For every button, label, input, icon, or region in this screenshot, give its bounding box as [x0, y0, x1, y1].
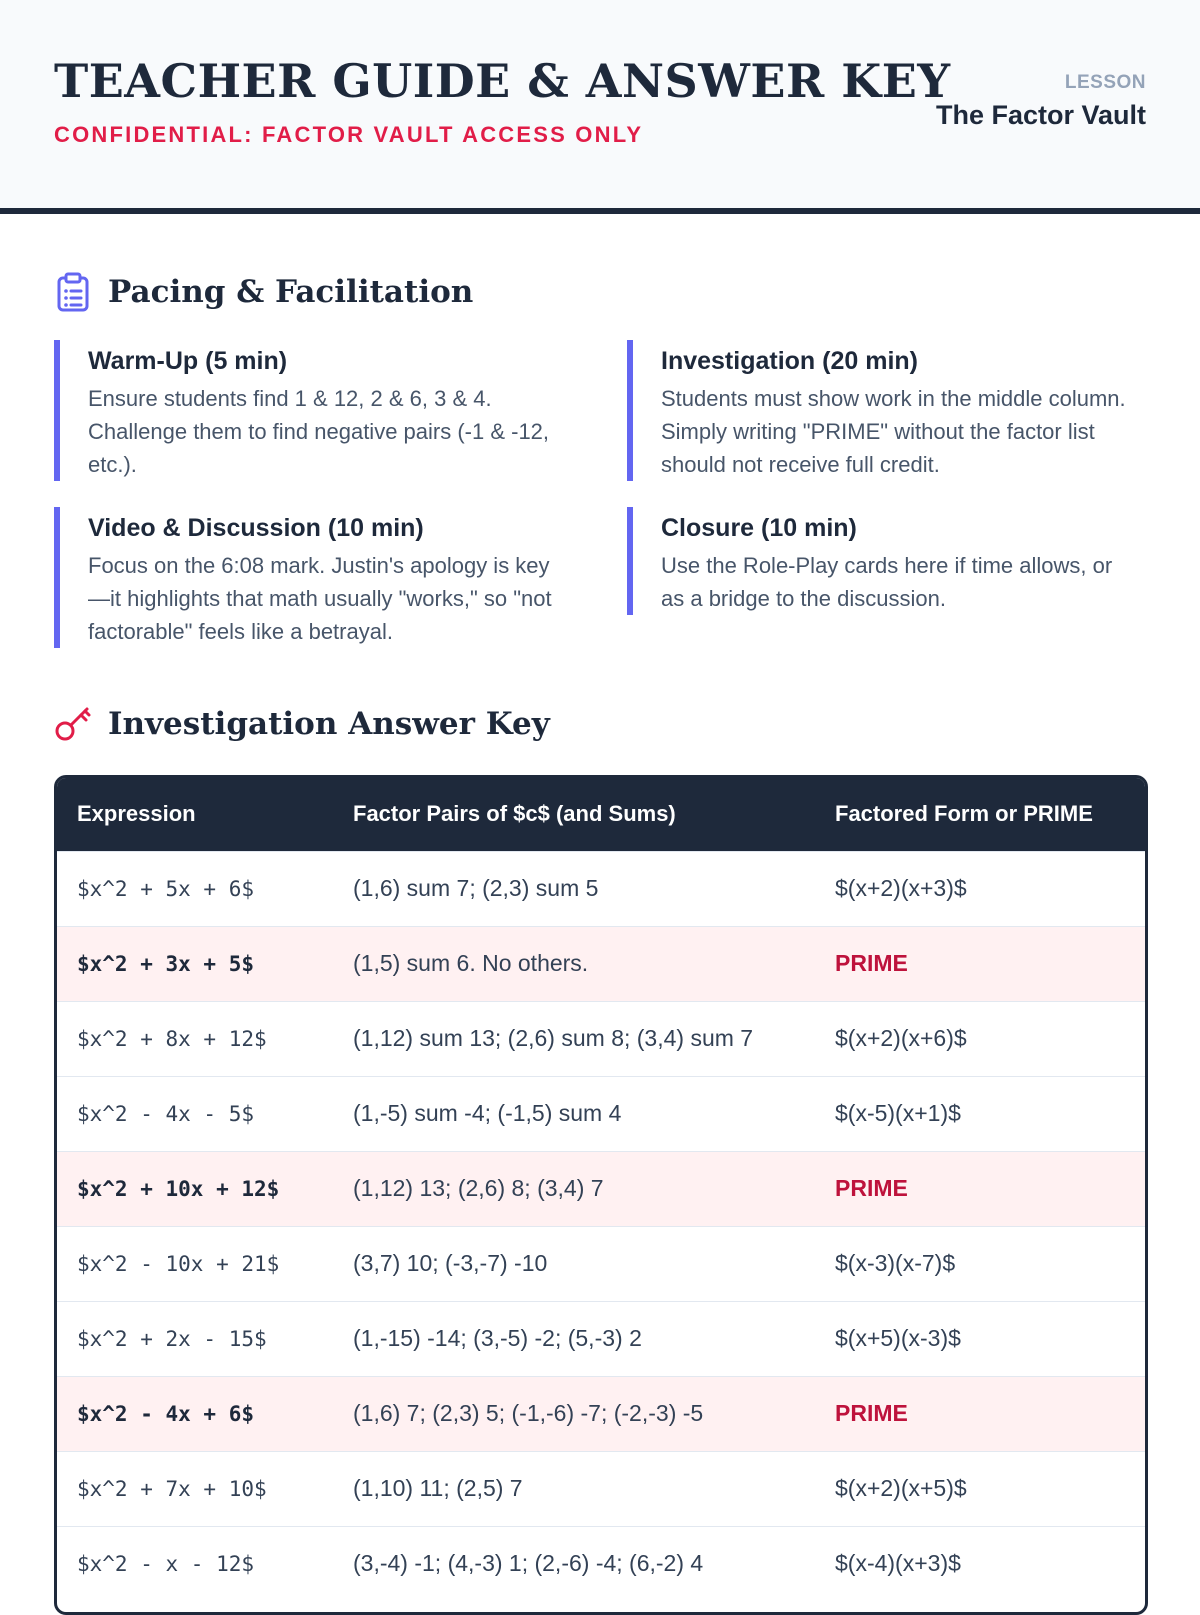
- factor-pairs-cell: (1,12) sum 13; (2,6) sum 8; (3,4) sum 7: [353, 1025, 754, 1051]
- expression-cell: $x^2 + 8x + 12$: [77, 1026, 267, 1051]
- factored-form-cell: $(x-5)(x+1)$: [835, 1100, 961, 1126]
- lesson-name: The Factor Vault: [935, 100, 1146, 130]
- column-header-factor-pairs: Factor Pairs of $c$ (and Sums): [353, 801, 676, 827]
- factor-pairs-cell: (1,6) sum 7; (2,3) sum 5: [353, 875, 599, 901]
- factor-pairs-cell: (3,7) 10; (-3,-7) -10: [353, 1250, 548, 1276]
- pacing-card-title: Investigation (20 min): [661, 347, 918, 375]
- table-row: [57, 1301, 1145, 1376]
- answer-key-heading: [54, 702, 550, 746]
- factor-pairs-cell: (1,6) 7; (2,3) 5; (-1,-6) -7; (-2,-3) -5: [353, 1400, 704, 1426]
- pacing-card-text: Use the Role-Play cards here if time allows, or as a bridge to the discussion.: [661, 553, 1113, 611]
- factored-form-cell: $(x-4)(x+3)$: [835, 1550, 961, 1577]
- lesson-label: LESSON: [1064, 72, 1146, 93]
- factor-pairs-cell: (1,-5) sum -4; (-1,5) sum 4: [353, 1100, 622, 1126]
- factored-form-cell: $(x+2)(x+6)$: [835, 1025, 967, 1051]
- page-title: TEACHER GUIDE & ANSWER KEY: [54, 54, 951, 108]
- factor-pairs-cell: (1,5) sum 6. No others.: [353, 950, 589, 976]
- prime-label: PRIME: [835, 1400, 908, 1426]
- pacing-heading-text: Pacing & Facilitation: [108, 274, 474, 310]
- pacing-card-text: Ensure students find 1 & 12, 2 & 6, 3 & 4. Challenge them to find negative pairs (-1 & -12, etc.).: [88, 386, 550, 477]
- column-header-expression: Expression: [77, 801, 196, 827]
- prime-label: PRIME: [835, 950, 908, 976]
- table-row: [57, 926, 1145, 1001]
- pacing-heading: [54, 270, 473, 314]
- prime-label: PRIME: [835, 1175, 908, 1201]
- factor-pairs-cell: (1,12) 13; (2,6) 8; (3,4) 7: [353, 1175, 604, 1201]
- expression-cell: $x^2 + 3x + 5$: [77, 951, 255, 976]
- table-row: [57, 851, 1145, 926]
- pacing-card-investigation: [627, 340, 1141, 481]
- page-header: [0, 0, 1200, 214]
- table-row: [57, 1451, 1145, 1526]
- factored-form-cell: $(x+2)(x+5)$: [835, 1475, 967, 1501]
- confidential-subtitle: CONFIDENTIAL: FACTOR VAULT ACCESS ONLY: [54, 122, 644, 147]
- expression-cell: $x^2 + 7x + 10$: [77, 1476, 267, 1501]
- expression-cell: $x^2 + 10x + 12$: [77, 1176, 280, 1201]
- pacing-card-title: Video & Discussion (10 min): [88, 514, 424, 542]
- expression-cell: $x^2 - 4x - 5$: [77, 1101, 255, 1126]
- table-row: [57, 1226, 1145, 1301]
- pacing-card-closure: [627, 507, 1141, 615]
- clipboard-icon: [54, 272, 92, 312]
- column-header-factored-form: Factored Form or PRIME: [835, 801, 1093, 827]
- factor-pairs-cell: (1,10) 11; (2,5) 7: [353, 1475, 523, 1501]
- table-row: [57, 1076, 1145, 1151]
- factor-pairs-cell: (1,-15) -14; (3,-5) -2; (5,-3) 2: [353, 1325, 642, 1351]
- pacing-card-title: Warm-Up (5 min): [88, 347, 288, 375]
- answer-key-heading-text: Investigation Answer Key: [108, 706, 550, 742]
- expression-cell: $x^2 - 10x + 21$: [77, 1251, 280, 1276]
- pacing-cards: [54, 340, 1148, 648]
- table-row: [57, 1526, 1145, 1601]
- factored-form-cell: $(x+5)(x-3)$: [835, 1325, 961, 1351]
- expression-cell: $x^2 + 2x - 15$: [77, 1326, 267, 1351]
- expression-cell: $x^2 - 4x + 6$: [77, 1401, 255, 1426]
- factored-form-cell: $(x-3)(x-7)$: [835, 1250, 956, 1276]
- answer-key-table: [54, 775, 1148, 1615]
- pacing-card-text: Students must show work in the middle column. Simply writing "PRIME" without the factor list should not receive full credit.: [661, 386, 1126, 477]
- table-row: [57, 1151, 1145, 1226]
- table-row: [57, 1001, 1145, 1076]
- factor-pairs-cell: (3,-4) -1; (4,-3) 1; (2,-6) -4; (6,-2) 4: [353, 1550, 704, 1577]
- expression-cell: $x^2 + 5x + 6$: [77, 876, 255, 901]
- key-icon: [54, 704, 92, 744]
- table-row: [57, 1376, 1145, 1451]
- table-header-row: [57, 778, 1145, 851]
- pacing-card-text: Focus on the 6:08 mark. Justin's apology is key—it highlights that math usually "works," so "not factorable" feels like a betrayal.: [88, 553, 552, 644]
- factored-form-cell: $(x+2)(x+3)$: [835, 875, 967, 901]
- expression-cell: $x^2 - x - 12$: [77, 1551, 255, 1576]
- pacing-card-warm-up: [54, 340, 568, 481]
- pacing-card-title: Closure (10 min): [661, 514, 857, 542]
- pacing-card-video-discussion: [54, 507, 568, 648]
